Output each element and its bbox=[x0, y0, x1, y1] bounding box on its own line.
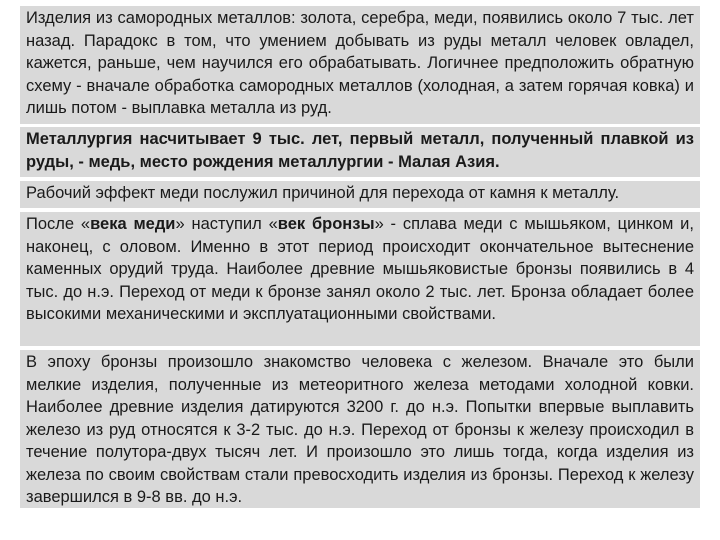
paragraph-metallurgy-origin bbox=[20, 127, 700, 177]
term-copper-age: века меди bbox=[90, 215, 176, 233]
paragraph-text: Металлургия насчитывает 9 тыс. лет, первый металл, полученный плавкой из руды, - медь, место рождения металлургии - Малая Азия. bbox=[26, 130, 694, 171]
paragraph-text: В эпоху бронзы произошло знакомство человека с железом. Вначале это были мелкие изделия, полученные из метеоритного железа методами холодной ковки. Наиболее древние изделия датируются 3200 г. до н.э. Попытки впервые выплавить железо из руд относятся к 3-2 тыс. до н.э. Переход от бронзы к железу происходил в течение полутора-двух тысяч лет. И произошло это лишь тогда, когда изделия из железа по своим свойствам стали превосходить изделия из бронзы. Переход к железу завершился в 9-8 вв. до н.э. bbox=[26, 353, 694, 506]
paragraph-text: Рабочий эффект меди послужил причиной для перехода от камня к металлу. bbox=[26, 184, 620, 202]
paragraph-text bbox=[26, 213, 694, 326]
paragraph-iron-age bbox=[20, 350, 700, 508]
text-run: » - сплава меди с мышьяком, цинком и, наконец, с оловом. Именно в этот период происходит окончательное вытеснение каменных орудий труда. Наиболее древние мышьяковистые бронзы появились в 4 тыс. до н.э. Переход от меди к бронзе занял около 2 тыс. лет. Бронза обладает более высокими механическими и эксплуатационными свойствами. bbox=[26, 215, 694, 323]
paragraph-text: Изделия из самородных металлов: золота, серебра, меди, появились около 7 тыс. лет назад. Парадокс в том, что умением добывать из руды металл человек овладел, кажется, раньше, чем научился его обрабатывать. Логичнее предположить обратную схему - вначале обработка самородных металлов (холодная, а затем горячая ковка) и лишь потом - выплавка металла из руд. bbox=[26, 9, 694, 117]
paragraph-copper-effect bbox=[20, 181, 700, 208]
paragraph-native-metals bbox=[20, 6, 700, 124]
paragraph-bronze-age bbox=[20, 212, 700, 346]
term-bronze-age: век бронзы bbox=[277, 215, 375, 233]
text-run: » наступил « bbox=[175, 215, 278, 233]
text-run: После « bbox=[26, 215, 91, 233]
